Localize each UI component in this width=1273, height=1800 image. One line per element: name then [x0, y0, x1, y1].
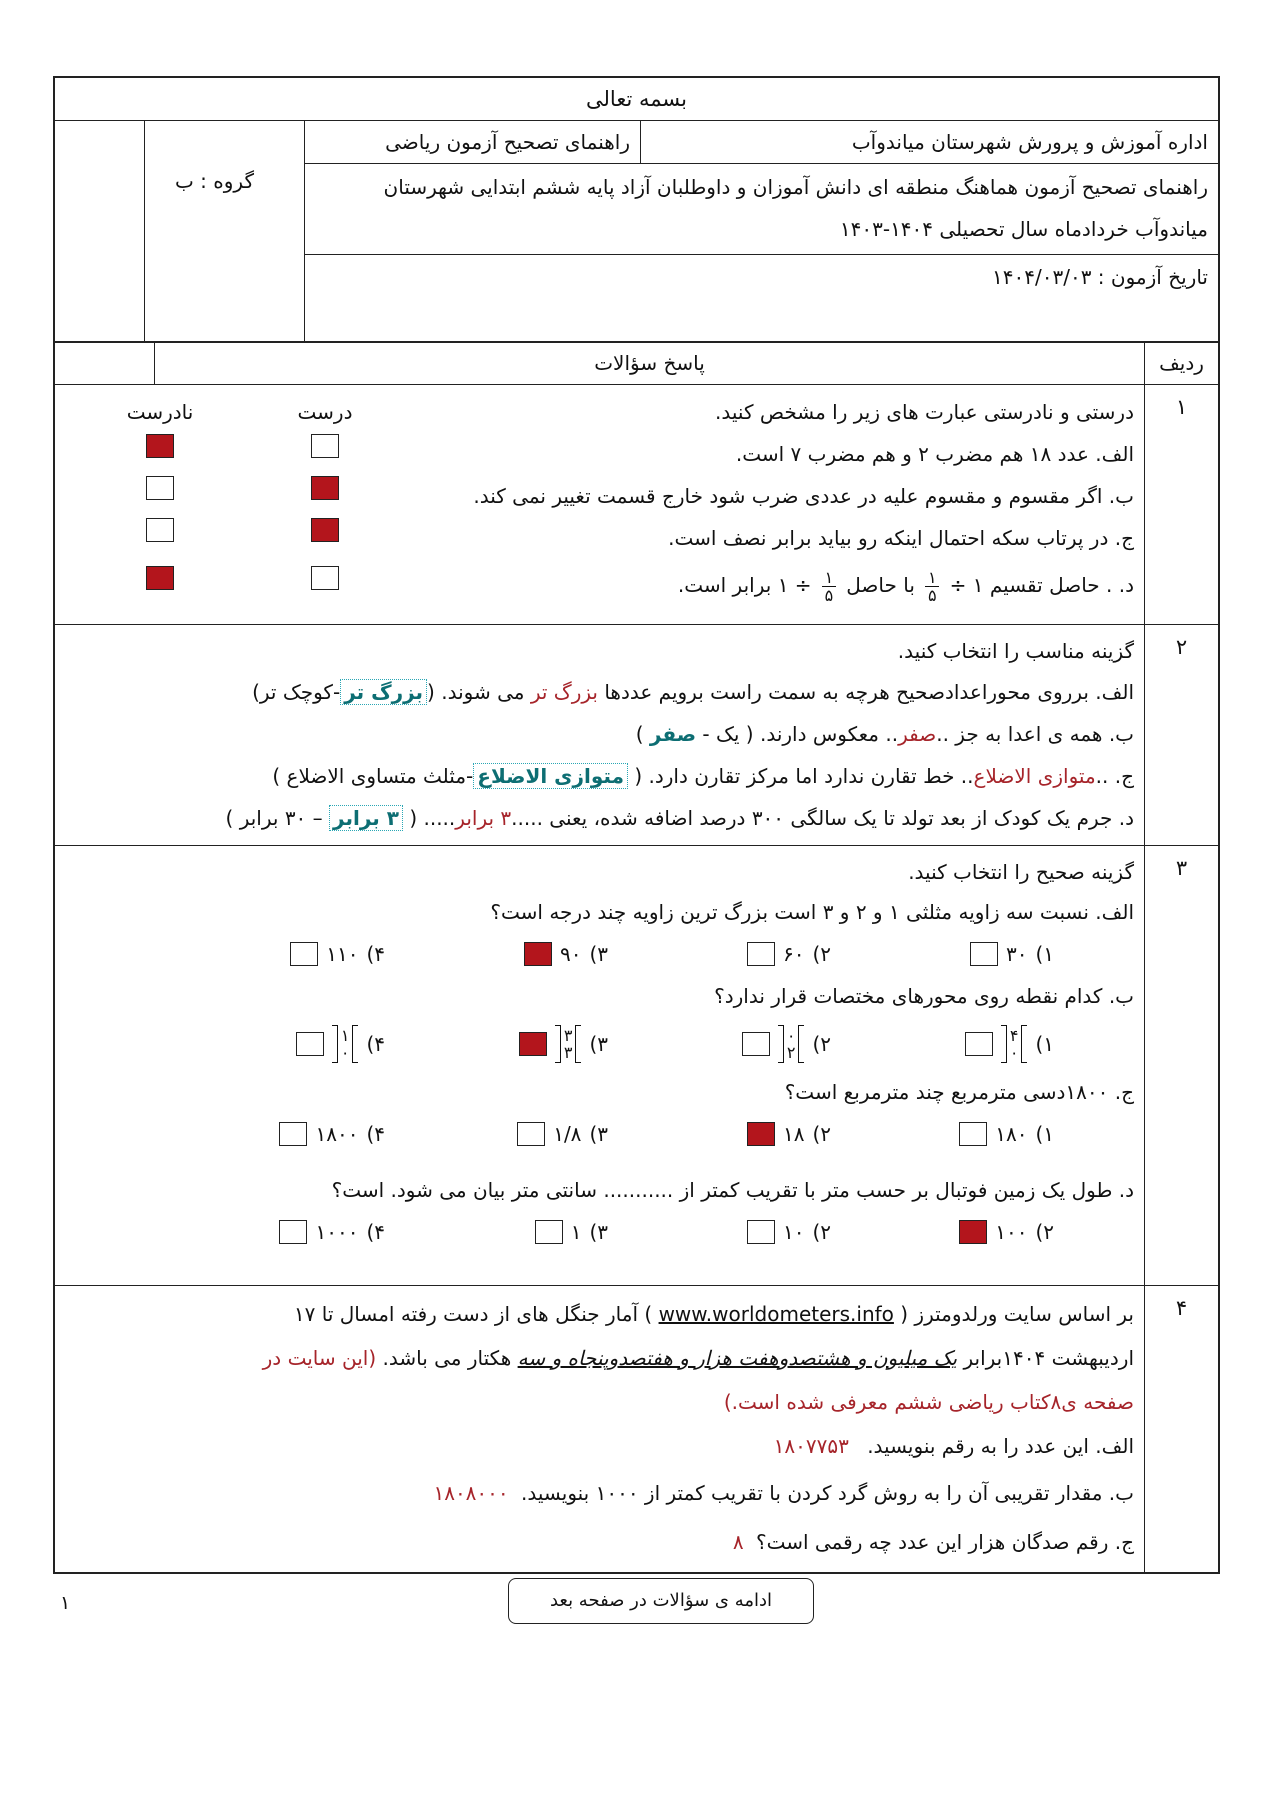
vector-top: ۴	[1009, 1026, 1019, 1045]
q3-b-vector-4	[332, 1025, 359, 1063]
q4-l2-a: اردیبهشت ۱۴۰۴برابر	[963, 1346, 1134, 1370]
q1-a: الف. عدد ۱۸ هم مضرب ۲ و هم مضرب ۷ است.	[735, 442, 1134, 466]
q4-l2-underlined: یک میلیون و هشتصدوهفت هزار و هفتصدوپنجاه و سه	[517, 1346, 958, 1370]
frac-den: ۵	[824, 586, 834, 605]
q4-line-3: صفحه ی۸کتاب ریاضی ششم معرفی شده است.)	[723, 1390, 1134, 1414]
q4-c-question: ج. رقم صدگان هزار این عدد چه رقمی است؟	[755, 1530, 1134, 1554]
q2-a-answer: بزرگ تر	[340, 679, 427, 705]
q1-d-false-checkbox[interactable]	[146, 566, 174, 590]
q2-b-red: صفر	[898, 722, 937, 746]
option-label: ۴)	[366, 942, 385, 966]
option-value: ۱۰۰۰	[315, 1220, 359, 1244]
option-label: ۱)	[1035, 1122, 1054, 1146]
q2-a-text: الف. برروی محوراعدادصحیح هرچه به سمت راست برویم عددها	[604, 680, 1134, 704]
q2-b-text: ب. همه ی اعدا به جز ..	[936, 722, 1134, 746]
group-label: گروه : ب	[175, 169, 254, 193]
q3-a-checkbox-4[interactable]	[290, 942, 318, 966]
page-number: ۱	[60, 1592, 71, 1614]
description-cell	[305, 164, 1219, 255]
bracket-right	[1001, 1025, 1007, 1063]
q1-a-true-checkbox[interactable]	[311, 434, 339, 458]
q4-l1-a: بر اساس سایت ورلدومترز (	[900, 1302, 1134, 1326]
q1-d-post: ÷ ۱ برابر است.	[677, 573, 812, 597]
worldometers-link[interactable]: www.worldometers.info	[658, 1302, 894, 1326]
option-value: ۱۸	[782, 1122, 805, 1146]
vector-bottom: ۳	[563, 1043, 573, 1062]
option-value: ۳۰	[1005, 942, 1028, 966]
q3-b-option-2[interactable]	[608, 1025, 831, 1063]
q2-b-text3: )	[635, 722, 644, 746]
q3-b-checkbox-4[interactable]	[296, 1032, 324, 1056]
description-line-1: راهنمای تصحیح آزمون هماهنگ منطقه ای دانش آموزان و داوطلبان آزاد پایه ششم ابتدایی شهرستان	[383, 175, 1208, 199]
option-label: ۳)	[589, 942, 608, 966]
q1-d-true-checkbox[interactable]	[311, 566, 339, 590]
q2-number: ۲	[1145, 625, 1219, 846]
true-column	[285, 392, 365, 616]
q4-a	[63, 1424, 1134, 1468]
q3-b-checkbox-1[interactable]	[965, 1032, 993, 1056]
bracket-left	[1021, 1025, 1027, 1063]
q1-c-false-checkbox[interactable]	[146, 518, 174, 542]
q3-c-option-4[interactable]	[162, 1122, 385, 1146]
option-label: ۱)	[1035, 942, 1054, 966]
option-value: ۱۰	[782, 1220, 805, 1244]
bracket-right	[332, 1025, 338, 1063]
q2-a-red: بزرگ تر	[530, 680, 598, 704]
q3-cell	[55, 846, 1145, 1286]
option-value: ۱	[570, 1220, 582, 1244]
q4-b-question: ب. مقدار تقریبی آن را به روش گرد کردن با تقریب کمتر از ۱۰۰۰ بنویسید.	[521, 1481, 1134, 1505]
q3-a: الف. نسبت سه زاویه مثلثی ۱ و ۲ و ۳ است بزرگ ترین زاویه چند درجه است؟	[490, 900, 1134, 924]
q2-d-text: د. جرم یک کودک از بعد تولد تا یک سالگی ۳۰۰ درصد اضافه شده، یعنی .....	[511, 806, 1134, 830]
answer-sheet	[53, 76, 1220, 1574]
q3-d-option-4[interactable]	[162, 1220, 385, 1244]
q3-d-checkbox-1[interactable]	[959, 1220, 987, 1244]
q2-c-red: متوازی الاضلاع	[973, 764, 1096, 788]
exam-date-cell	[305, 255, 1219, 342]
option-label: ۱)	[1035, 1032, 1054, 1056]
option-label: ۴)	[366, 1032, 385, 1056]
q3-a-option-3[interactable]	[385, 942, 608, 966]
guide-title: راهنمای تصحیح آزمون ریاضی	[305, 121, 641, 164]
option-label: ۴)	[366, 1122, 385, 1146]
q2-b-text2: .. معکوس دارند. ( یک -	[702, 722, 899, 746]
vector-bottom: ۰	[340, 1043, 350, 1062]
q4-b-answer: ۱۸۰۸۰۰۰	[433, 1481, 509, 1505]
exam-date: تاریخ آزمون : ۱۴۰۴/۰۳/۰۳	[992, 265, 1208, 289]
spacer	[63, 1156, 1134, 1170]
q1-d-mid: با حاصل	[846, 573, 915, 597]
option-value: ۱۸۰۰	[315, 1122, 359, 1146]
answers-header: پاسخ سؤالات	[155, 343, 1145, 385]
q4-l1-b: ) آمار جنگل های از دست رفته امسال تا ۱۷	[293, 1302, 653, 1326]
q3-b-option-3[interactable]	[385, 1025, 608, 1063]
option-label: ۳)	[589, 1220, 608, 1244]
q3-number: ۳	[1145, 846, 1219, 1286]
q1-c-true-checkbox[interactable]	[311, 518, 339, 542]
q3-a-checkbox-2[interactable]	[747, 942, 775, 966]
q3-a-option-1[interactable]	[831, 942, 1054, 966]
option-label: ۲)	[812, 1220, 831, 1244]
option-value: ۱۰۰	[995, 1220, 1028, 1244]
q3-d-option-3[interactable]	[385, 1220, 608, 1244]
q3-b-checkbox-3[interactable]	[519, 1032, 547, 1056]
frac-num: ۱	[824, 568, 834, 587]
bracket-right	[778, 1025, 784, 1063]
questions-table	[54, 342, 1219, 1573]
option-label: ۲)	[812, 942, 831, 966]
blank-header	[55, 343, 155, 385]
q3-c-checkbox-2[interactable]	[747, 1122, 775, 1146]
q4-l2-red: (این سایت در	[262, 1346, 377, 1370]
q4-b	[63, 1468, 1134, 1518]
q2-d-red: ۳ برابر	[455, 806, 512, 830]
vector-nums	[338, 1027, 353, 1061]
q1-intro: درستی و نادرستی عبارت های زیر را مشخص کنید.	[715, 400, 1134, 424]
q3-b: ب. کدام نقطه روی محورهای مختصات قرار ندارد؟	[714, 984, 1134, 1008]
q3-intro: گزینه صحیح را انتخاب کنید.	[908, 860, 1134, 884]
q2-c	[63, 755, 1134, 797]
header-table	[54, 77, 1219, 342]
q1-number: ۱	[1145, 385, 1219, 625]
fraction-one-fifth	[925, 569, 939, 604]
q3-a-options	[63, 932, 1134, 976]
office-name: اداره آموزش و پرورش شهرستان میاندوآب	[641, 121, 1219, 164]
vector-bottom: ۰	[1009, 1043, 1019, 1062]
q3-d-checkbox-2[interactable]	[747, 1220, 775, 1244]
q2-c-text: ج. ..	[1095, 764, 1134, 788]
q4-c	[63, 1518, 1134, 1566]
q2-d	[63, 797, 1134, 839]
q3-a-checkbox-3[interactable]	[524, 942, 552, 966]
row-header: ردیف	[1145, 343, 1219, 385]
q1-b-false-checkbox[interactable]	[146, 476, 174, 500]
q3-b-vector-1	[1001, 1025, 1028, 1063]
group-label-cell	[55, 121, 254, 342]
q2-c-text3: -مثلث متساوی الاضلاع )	[272, 764, 474, 788]
option-label: ۲)	[812, 1032, 831, 1056]
q2-a	[63, 671, 1134, 713]
q3-c: ج. ۱۸۰۰دسی مترمربع چند مترمربع است؟	[784, 1080, 1134, 1104]
q3-c-option-1[interactable]	[831, 1122, 1054, 1146]
q3-d: د. طول یک زمین فوتبال بر حسب متر با تقریب کمتر از ........... سانتی متر بیان می شود. است؟	[331, 1178, 1134, 1202]
option-label: ۳)	[589, 1032, 608, 1056]
q3-b-options	[63, 1016, 1134, 1072]
frac-den: ۵	[927, 586, 937, 605]
q2-d-answer: ۳ برابر	[329, 805, 403, 831]
q1-b-true-checkbox[interactable]	[311, 476, 339, 500]
bracket-right	[555, 1025, 561, 1063]
q3-b-vector-3	[555, 1025, 582, 1063]
q4-line-1	[63, 1292, 1134, 1336]
true-label: درست	[297, 400, 353, 424]
q3-d-checkbox-3[interactable]	[535, 1220, 563, 1244]
continue-next-page-button[interactable]: ادامه ی سؤالات در صفحه بعد	[508, 1578, 814, 1624]
q4-l2-b: هکتار می باشد.	[382, 1346, 512, 1370]
q1-b: ب. اگر مقسوم و مقسوم علیه در عددی ضرب شود خارج قسمت تغییر نمی کند.	[473, 484, 1134, 508]
q3-d-options	[63, 1210, 1134, 1254]
q4-number: ۴	[1145, 1286, 1219, 1573]
description-line-2: میاندوآب خردادماه سال تحصیلی ۱۴۰۴-۱۴۰۳	[839, 217, 1208, 241]
q3-c-option-3[interactable]	[385, 1122, 608, 1146]
option-value: ۱۸۰	[995, 1122, 1028, 1146]
false-label: نادرست	[126, 400, 194, 424]
basmala: بسمه تعالی	[55, 78, 1219, 121]
q4-cell	[55, 1286, 1145, 1573]
q3-c-checkbox-3[interactable]	[517, 1122, 545, 1146]
fraction-one-fifth-2	[822, 569, 836, 604]
q3-c-checkbox-1[interactable]	[959, 1122, 987, 1146]
q2-d-text3: – ۳۰ برابر )	[225, 806, 323, 830]
q1-d	[63, 559, 1134, 611]
option-label: ۳)	[589, 1122, 608, 1146]
bracket-left	[575, 1025, 581, 1063]
q4-a-answer: ۱۸۰۷۷۵۳	[773, 1434, 849, 1458]
q4-c-answer: ۸	[732, 1530, 744, 1554]
false-column	[115, 392, 205, 616]
vector-nums	[561, 1027, 576, 1061]
q2-c-answer: متوازی الاضلاع	[473, 763, 628, 789]
q4-a-question: الف. این عدد را به رقم بنویسید.	[867, 1434, 1134, 1458]
q2-a-text3: -کوچک تر)	[252, 680, 341, 704]
frac-num: ۱	[927, 568, 937, 587]
bracket-left	[798, 1025, 804, 1063]
q2-c-text2: .. خط تقارن ندارد اما مرکز تقارن دارد. (	[634, 764, 974, 788]
q3-d-option-1[interactable]	[831, 1220, 1054, 1244]
vector-nums	[784, 1027, 799, 1061]
q1-a-false-checkbox[interactable]	[146, 434, 174, 458]
q3-b-option-1[interactable]	[831, 1025, 1054, 1063]
q4-line-2	[63, 1336, 1134, 1380]
q3-b-option-4[interactable]	[162, 1025, 385, 1063]
q3-a-checkbox-1[interactable]	[970, 942, 998, 966]
option-value: ۱/۸	[553, 1122, 582, 1146]
q3-b-checkbox-2[interactable]	[742, 1032, 770, 1056]
q2-b-answer: صفر	[649, 722, 697, 746]
q3-a-option-4[interactable]	[162, 942, 385, 966]
vector-top: ۰	[786, 1026, 796, 1045]
option-value: ۱۱۰	[326, 942, 359, 966]
vector-nums	[1007, 1027, 1022, 1061]
q3-d-option-2[interactable]	[608, 1220, 831, 1244]
q3-c-checkbox-4[interactable]	[279, 1122, 307, 1146]
vector-bottom: ۲	[786, 1043, 796, 1062]
q3-c-option-2[interactable]	[608, 1122, 831, 1146]
q2-a-text2: می شوند. (	[427, 680, 525, 704]
q3-c-options	[63, 1112, 1134, 1156]
q2-d-text2: ..... (	[409, 806, 456, 830]
q3-d-checkbox-4[interactable]	[279, 1220, 307, 1244]
q1-d-pre: د. . حاصل تقسیم ۱ ÷	[949, 573, 1134, 597]
bracket-left	[352, 1025, 358, 1063]
group-cell	[145, 121, 305, 342]
option-label: ۴)	[366, 1220, 385, 1244]
q2-b	[63, 713, 1134, 755]
vector-top: ۱	[340, 1026, 350, 1045]
q3-b-vector-2	[778, 1025, 805, 1063]
q1-c: ج. در پرتاب سکه احتمال اینکه رو بیاید برابر نصف است.	[668, 526, 1134, 550]
option-value: ۶۰	[782, 942, 805, 966]
q2-cell	[55, 625, 1145, 846]
option-value: ۹۰	[559, 942, 582, 966]
q3-a-option-2[interactable]	[608, 942, 831, 966]
option-label: ۲)	[1035, 1220, 1054, 1244]
vector-top: ۳	[563, 1026, 573, 1045]
option-label: ۲)	[812, 1122, 831, 1146]
q2-intro: گزینه مناسب را انتخاب کنید.	[897, 639, 1134, 663]
q1-cell	[55, 385, 1145, 625]
